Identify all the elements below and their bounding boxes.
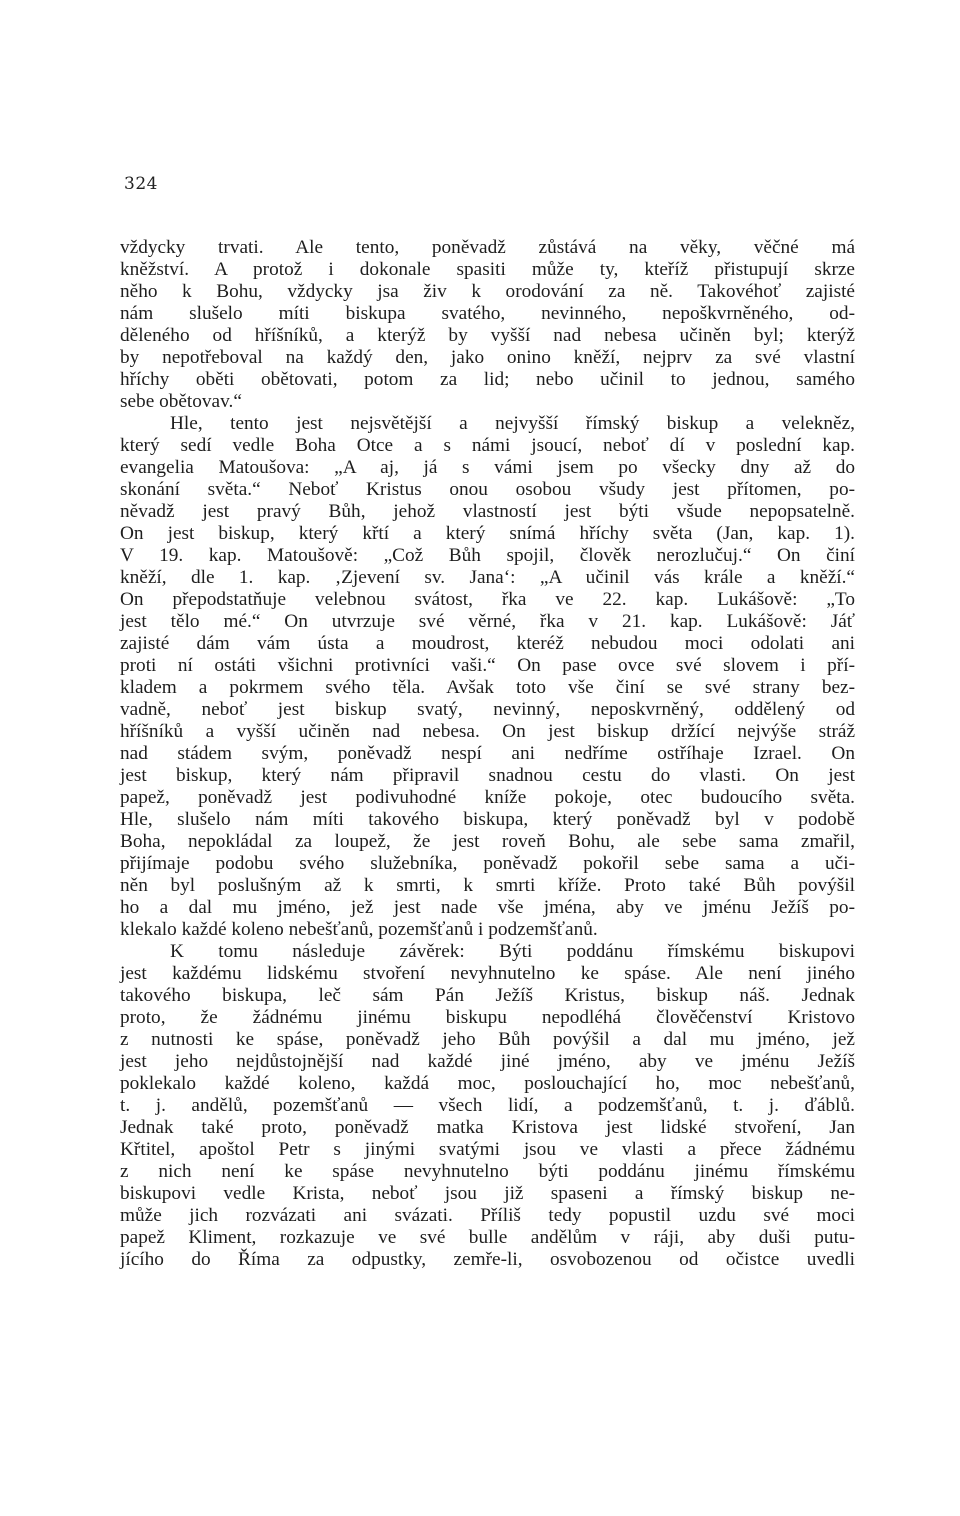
text-line: jícího do Říma za odpustky, zemře-li, osvobozenou od očistce uvedli <box>120 1249 855 1270</box>
text-line: ho a dal mu jméno, jež jest nade vše jména, aby ve jménu Ježíš po- <box>120 897 855 918</box>
text-line: On jest biskup, který křtí a který snímá hříchy světa (Jan, kap. 1). <box>120 523 855 544</box>
text-line: vadně, neboť jest biskup svatý, nevinný, neposkvrněný, oddělený od <box>120 699 855 720</box>
text-line: něvadž jest pravý Bůh, jehož vlastností jest býti všude nepopsatelně. <box>120 501 855 522</box>
text-line: jest každému lidskému stvoření nevyhnutelno ke spáse. Ale není jiného <box>120 963 855 984</box>
text-line: kněží, dle 1. kap. ‚Zjevení sv. Jana‘: „A učinil vás krále a kněží.“ <box>120 567 855 588</box>
body-text <box>120 237 855 1271</box>
text-line: On přepodstatňuje velebnou svátost, řka ve 22. kap. Lukášově: „To <box>120 589 855 610</box>
page-number: 324 <box>124 174 158 194</box>
text-line: z nutnosti ke spáse, poněvadž jeho Bůh povýšil a dal mu jméno, jež <box>120 1029 855 1050</box>
text-line: jest biskup, který nám připravil snadnou cestu do vlasti. On jest <box>120 765 855 786</box>
text-line: biskupovi vedle Krista, neboť jsou již spaseni a římský biskup ne- <box>120 1183 855 1204</box>
text-line: papež, poněvadž jest podivuhodné kníže pokoje, otec budoucího světa. <box>120 787 855 808</box>
text-line: t. j. andělů, pozemšťanů — všech lidí, a podzemšťanů, t. j. ďáblů. <box>120 1095 855 1116</box>
text-line: Hle, slušelo nám míti takového biskupa, který poněvadž byl v podobě <box>120 809 855 830</box>
text-line: Hle, tento jest nejsvětější a nejvyšší římský biskup a velekněz, <box>170 413 855 434</box>
text-line: něn byl poslušným až k smrti, k smrti kříže. Proto také Bůh povýšil <box>120 875 855 896</box>
text-line: by nepotřeboval na každý den, jako onino kněží, nejprv za své vlastní <box>120 347 855 368</box>
text-line: děleného od hříšníků, a kterýž by vyšší nad nebesa učiněn byl; kterýž <box>120 325 855 346</box>
text-line: jest jeho nejdůstojnější nad každé jiné jméno, aby ve jménu Ježíš <box>120 1051 855 1072</box>
text-line: něho k Bohu, vždycky jsa živ k orodování za ně. Takovéhoť zajisté <box>120 281 855 302</box>
text-line: skonání světa.“ Neboť Kristus onou osobou všudy jest přítomen, po- <box>120 479 855 500</box>
text-line: papež Kliment, rozkazuje ve své bulle andělům v ráji, aby duši putu- <box>120 1227 855 1248</box>
text-line: V 19. kap. Matoušově: „Což Bůh spojil, člověk nerozlučuj.“ On činí <box>120 545 855 566</box>
text-line: nám slušelo míti biskupa svatého, nevinného, nepoškvrněného, od- <box>120 303 855 324</box>
text-line: Křtitel, apoštol Petr s jinými svatými jsou ve vlasti a přece žádnému <box>120 1139 855 1160</box>
text-line: jest tělo mé.“ On utvrzuje své věrné, řka v 21. kap. Lukášově: Jáť <box>120 611 855 632</box>
text-line: zajisté dám vám ústa a moudrost, kteréž nebudou moci odolati ani <box>120 633 855 654</box>
text-line: proto, že žádnému jinému biskupu nepodléhá člověčenství Kristovo <box>120 1007 855 1028</box>
text-line: Boha, nepokládal za loupež, že jest roveň Bohu, ale sebe sama zmařil, <box>120 831 855 852</box>
text-line: z nich není ke spáse nevyhnutelno býti poddánu jinému římskému <box>120 1161 855 1182</box>
text-line: kladem a pokrmem svého těla. Avšak toto vše činí se své strany bez- <box>120 677 855 698</box>
text-line: K tomu následuje závěrek: Býti poddánu římskému biskupovi <box>170 941 855 962</box>
text-line: evangelia Matoušova: „A aj, já s vámi jsem po všecky dny až do <box>120 457 855 478</box>
text-line: hříšníků a vyšší učiněn nad nebesa. On jest biskup držící nejvýše stráž <box>120 721 855 742</box>
text-line: který sedí vedle Boha Otce a s námi jsoucí, neboť dí v poslední kap. <box>120 435 855 456</box>
text-line: může jich rozvázati ani svázati. Příliš tedy popustil uzdu své moci <box>120 1205 855 1226</box>
text-line: nad stádem svým, poněvadž nespí ani nedříme ostříhaje Izrael. On <box>120 743 855 764</box>
text-line: Jednak také proto, poněvadž matka Kristova jest lidské stvoření, Jan <box>120 1117 855 1138</box>
text-line: hříchy oběti obětovati, potom za lid; nebo učinil to jednou, samého <box>120 369 855 390</box>
text-line: poklekalo každé koleno, každá moc, poslouchající ho, moc nebešťanů, <box>120 1073 855 1094</box>
text-line: klekalo každé koleno nebešťanů, pozemšťanů i podzemšťanů. <box>120 919 598 940</box>
text-line: přijímaje podobu svého služebníka, poněvadž pokořil sebe sama a uči- <box>120 853 855 874</box>
text-line: sebe obětovav.“ <box>120 391 242 412</box>
text-line: takového biskupa, leč sám Pán Ježíš Kristus, biskup náš. Jednak <box>120 985 855 1006</box>
text-line: proti ní ostáti všichni protivníci vaši.“ On pase ovce své slovem i pří- <box>120 655 855 676</box>
text-line: vždycky trvati. Ale tento, poněvadž zůstává na věky, věčné má <box>120 237 855 258</box>
text-line: kněžství. A protož i dokonale spasiti může ty, kteříž přistupují skrze <box>120 259 855 280</box>
